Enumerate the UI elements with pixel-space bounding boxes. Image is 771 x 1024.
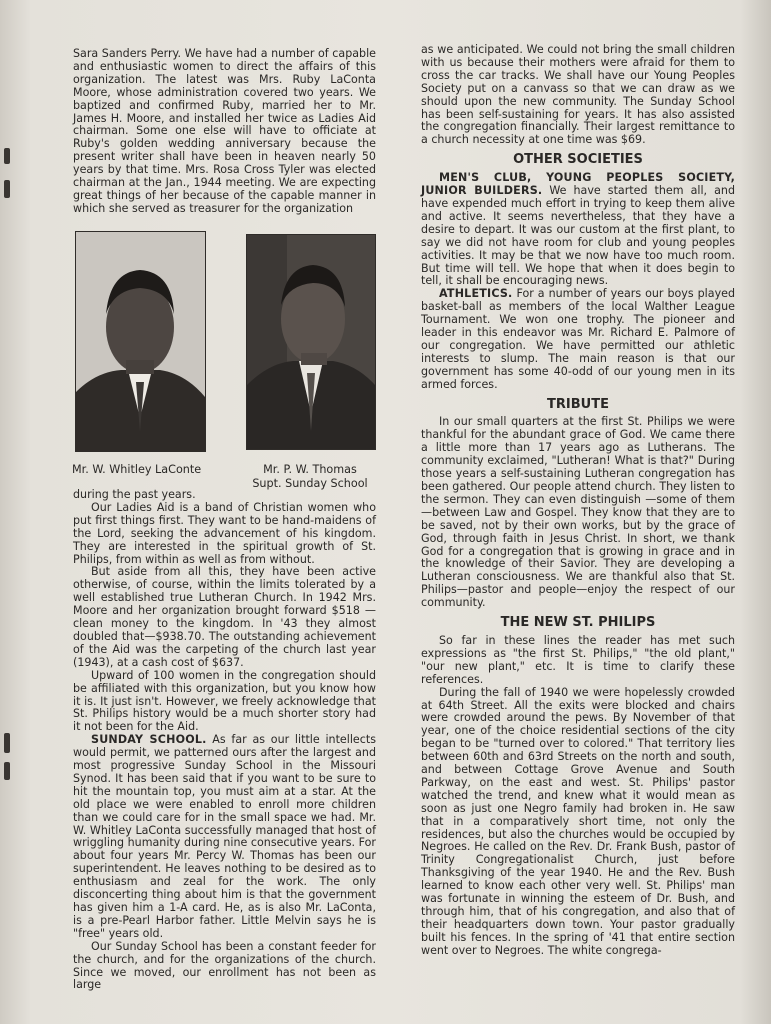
photo-caption: Mr. P. W. Thomas [263, 463, 357, 476]
paragraph: Sara Sanders Perry. We have had a number of capable and enthusiastic women to direct the affairs of this organization. The latest was Mrs. Ruby LaConta Moore, whose administration covered two years. We baptized and confirmed Ruby, married her to Mr. James H. Moore, and installed her twice as Ladies Aid chairman. Some one else will have to officiate at Ruby's golden wedding anniversary because the present writer shall have been in heaven nearly 50 years by that time. Mrs. Rosa Cross Tyler was elected chairman at the Jan., 1944 meeting. We are expecting great things of her because of the capable manner in which she served as treasurer for the organization [73, 47, 376, 215]
right-column [421, 44, 735, 958]
binding-mark [4, 762, 10, 780]
binding-mark [4, 733, 10, 753]
portrait-image [247, 235, 375, 449]
section-heading: OTHER SOCIETIES [513, 152, 643, 168]
paragraph: Our Sunday School has been a constant feeder for the church, and for the organizations of the church. Since we moved, our enrollment has not been as large [73, 939, 376, 992]
portrait-image [76, 232, 205, 451]
paragraph: Upward of 100 women in the congregation should be affiliated with this organization, but you know how it is. It just isn't. However, we freely acknowledge that St. Philips history would be a much shorter story had it not been for the Aid. [73, 668, 376, 734]
paragraph-societies [421, 172, 735, 288]
paragraph: Our Ladies Aid is a band of Christian women who put first things first. They want to be hand-maidens of the Lord, seeking the advancement of his kingdom. They are interested in the spiritual growth of St. Philips, from within as well as from without. [73, 500, 376, 566]
paragraph-text: As far as our little intellects would permit, we patterned ours after the largest and most progressive Sunday School in the Missouri Synod. It has been said that if you want to be sure to hit the mountain top, you must aim at a star. At the old place we were enabled to enroll more children than we could care for in the small space we had. Mr. W. Whitley LaConta successfully managed that host of wriggling humanity during nine consecutive years. For about four years Mr. Percy W. Thomas has been our superintendent. He leaves nothing to be desired as to enthusiasm and zeal for the work. The only disconcerting thing about him is that the government has given him a 1-A card. He, as is also Mr. LaConta, is a pre-Pearl Harbor father. Little Melvin says he is "free" years old. [73, 733, 376, 940]
paragraph: during the past years. [73, 488, 196, 501]
portrait-photo-laconte [75, 231, 206, 452]
paragraph: In our small quarters at the first St. Philips we were thankful for the abundant grace of God. We came there a little more than 17 years ago as Lutherans. The community exclaimed, "Lutheran! What is that?" During those years a self-sustaining Lutheran congregation has been gathered. Our people attend church. They listen to the sermon. They can even distinguish —some of them—between Law and Gospel. They know that they are to be saved, not by their own works, but by the grace of God, through faith in Jesus Christ. In short, we thank God for a congregation that is growing in grace and in the knowledge of their Savior. They are developing a Lutheran consciousness. We are thankful also that St. Philips—pastor and people—enjoy the respect of our community. [421, 415, 735, 610]
paragraph: But aside from all this, they have been active otherwise, of course, within the limits tolerated by a well established true Lutheran Church. In 1942 Mrs. Moore and her organization brought forward $518 — clean money to the kingdom. In '43 they almost doubled that—$938.70. The outstanding achievement of the Aid was the carpeting of the church last year (1943), at a cash cost of $637. [73, 565, 376, 669]
left-column-top [73, 48, 376, 216]
section-heading: TRIBUTE [547, 396, 609, 412]
paragraph: So far in these lines the reader has met such expressions as "the first St. Philips," "the old plant," "our new plant," etc. It is time to clarify these references. [421, 633, 735, 686]
paragraph-sunday-school [73, 734, 376, 941]
run-in-heading: ATHLETICS. [439, 287, 513, 301]
paragraph: During the fall of 1940 we were hopelessly crowded at 64th Street. All the exits were blocked and chairs were crowded around the pews. By November of that year, one of the choice residential sections of the city began to be "turned over to colored." That territory lies between 60th and 63rd Streets on the north and south, and between Cottage Grove Avenue and South Parkway, on the east and west. St. Philips' pastor watched the trend, and knew what it would mean as soon as just one Negro family had broken in. He saw that in a comparatively short time, not only the residences, but also the churches would be occupied by Negroes. He called on the Rev. Dr. Frank Bush, pastor of Trinity Congregationalist Church, just before Thanksgiving of the year 1940. He and the Rev. Bush learned to know each other very well. St. Philips' man was fortunate in winning the esteem of Dr. Bush, and through him, that of his congregation, and also that of their headquarters down town. Your pastor gradually built his fences. In the spring of '41 that entire section went over to Negroes. The white congrega- [421, 685, 735, 957]
run-in-heading: SUNDAY SCHOOL. [91, 733, 207, 747]
portrait-photo-thomas [246, 234, 376, 450]
run-in-heading: MEN'S CLUB, YOUNG PEOPLES SOCIETY, JUNIOR BUILDERS. [421, 171, 735, 198]
paragraph-text: We have started them all, and have expended much effort in trying to keep them alive and active. It seems nevertheless, that they have a desire to depart. It was our custom at the first plant, to say we did not have room for club and young peoples activities. It may be that we now have too much room. But time will tell. We hope that when it does begin to tell, it shall be encouraging news. [421, 184, 735, 288]
section-heading: THE NEW ST. PHILIPS [500, 615, 656, 631]
binding-mark [4, 148, 10, 164]
paragraph-athletics [421, 288, 735, 391]
photo-caption: Mr. W. Whitley LaConte [72, 463, 202, 476]
left-column-bottom [73, 489, 376, 992]
paragraph-text: For a number of years our boys played basket-ball as members of the local Walther League Tournament. We won one trophy. The pioneer and leader in this endeavor was Mr. Richard E. Palmore of our congregation. We have permitted our athletic interests to slump. The main reason is that our government has some 40-odd of our young men in its armed forces. [421, 287, 735, 391]
photo-caption: Supt. Sunday School [252, 477, 368, 490]
paragraph: as we anticipated. We could not bring the small children with us because their mothers were afraid for them to cross the car tracks. We shall have our Young Peoples Society put on a canvass so that we can draw as we should upon the new community. The Sunday School has been self-sustaining for years. It has also assisted the congregation financially. Their largest remittance to a church necessity at one time was $69. [421, 43, 735, 147]
binding-mark [4, 180, 10, 198]
